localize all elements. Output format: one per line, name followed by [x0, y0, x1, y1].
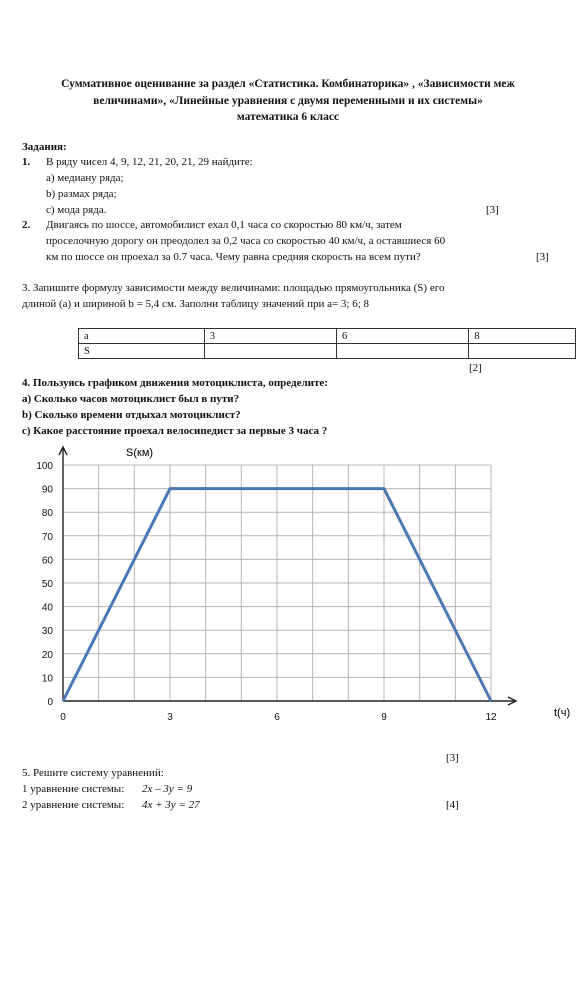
- y-tick-label: 0: [47, 697, 53, 708]
- y-tick-label: 80: [41, 508, 53, 520]
- tasks-heading: Задания:: [22, 141, 67, 153]
- task3-score: [2]: [469, 362, 482, 374]
- task3-line-2: длиной (a) и шириной b = 5,4 см. Заполни таблицу значений при a= 3; 6; 8: [22, 298, 370, 310]
- table-cell: a: [79, 329, 205, 344]
- table-cell: 6: [337, 329, 469, 344]
- task2-line-2: проселочную дорогу он преодолел за 0,2 часа со скоростью 40 км/ч, а оставшиеся 60: [46, 235, 446, 247]
- task2-line-1: Двигаясь по шоссе, автомобилист ехал 0,1 часа со скоростью 80 км/ч, затем: [46, 219, 402, 231]
- task4-item-c: c) Какое расстояние проехал велосипедист за первые 3 часа ?: [22, 425, 328, 437]
- task1-score: [3]: [486, 204, 499, 216]
- y-tick-label: 60: [41, 555, 53, 567]
- task5-score: [4]: [446, 799, 459, 811]
- table-cell: 8: [469, 329, 576, 344]
- task1-text: В ряду чисел 4, 9, 12, 21, 20, 21, 29 найдите:: [46, 156, 253, 168]
- x-tick-label: 9: [381, 712, 387, 723]
- task2-line-3: км по шоссе он проехал за 0.7 часа. Чему равна средняя скорость на всем пути?: [46, 251, 421, 263]
- x-tick-label: 6: [274, 712, 280, 723]
- values-table: [78, 328, 576, 359]
- y-tick-label: 50: [41, 579, 53, 590]
- task5-eq2-label: 2 уравнение системы:: [22, 799, 125, 811]
- task1-item-b: b) размах ряда;: [46, 188, 117, 200]
- table-row: [79, 344, 576, 359]
- y-tick-label: 90: [41, 484, 53, 496]
- y-tick-label: 20: [41, 649, 53, 661]
- task4-item-b: b) Сколько времени отдыхал мотоциклист?: [22, 409, 241, 421]
- y-axis-label: S(км): [126, 447, 154, 459]
- task5-eq2: 4x + 3y = 27: [142, 799, 200, 811]
- task4-line-1: 4. Пользуясь графиком движения мотоциклиста, определите:: [22, 377, 328, 389]
- x-tick-label: 12: [485, 712, 497, 723]
- table-cell[interactable]: [337, 344, 469, 359]
- header-line-1: Суммативное оценивание за раздел «Статистика. Комбинаторика» , «Зависимости меж: [61, 78, 515, 90]
- task5-eq1-label: 1 уравнение системы:: [22, 783, 125, 795]
- task1-item-a: a) медиану ряда;: [46, 172, 124, 184]
- motion-graph: [0, 440, 576, 730]
- table-row: [79, 329, 576, 344]
- task5-eq1: 2x – 3y = 9: [142, 783, 193, 795]
- task5-line-1: 5. Решите систему уравнений:: [22, 767, 164, 779]
- header-line-2: величинами», «Линейные уравнения с двумя переменными и их системы»: [93, 95, 483, 107]
- table-cell: S: [79, 344, 205, 359]
- header-line-3: математика 6 класс: [236, 111, 340, 123]
- x-axis-label: t(ч): [554, 707, 571, 719]
- table-cell: 3: [204, 329, 336, 344]
- y-tick-label: 70: [41, 531, 53, 543]
- task2-number: 2.: [22, 219, 31, 231]
- y-tick-label: 30: [41, 626, 53, 638]
- task4-score: [3]: [446, 752, 459, 764]
- task4-item-a: a) Сколько часов мотоциклист был в пути?: [22, 393, 240, 405]
- table-cell[interactable]: [469, 344, 576, 359]
- task2-score: [3]: [536, 251, 549, 263]
- task1-number: 1.: [22, 156, 31, 168]
- x-tick-label: 0: [60, 712, 66, 723]
- table-cell[interactable]: [204, 344, 336, 359]
- y-tick-label: 100: [36, 461, 53, 472]
- y-tick-label: 10: [41, 673, 53, 685]
- y-tick-label: 40: [41, 602, 53, 614]
- task3-line-1: 3. Запишите формулу зависимости между величинами: площадью прямоугольника (S) его: [22, 282, 445, 294]
- x-tick-label: 3: [167, 712, 173, 723]
- task1-item-c: c) мода ряда.: [46, 204, 107, 216]
